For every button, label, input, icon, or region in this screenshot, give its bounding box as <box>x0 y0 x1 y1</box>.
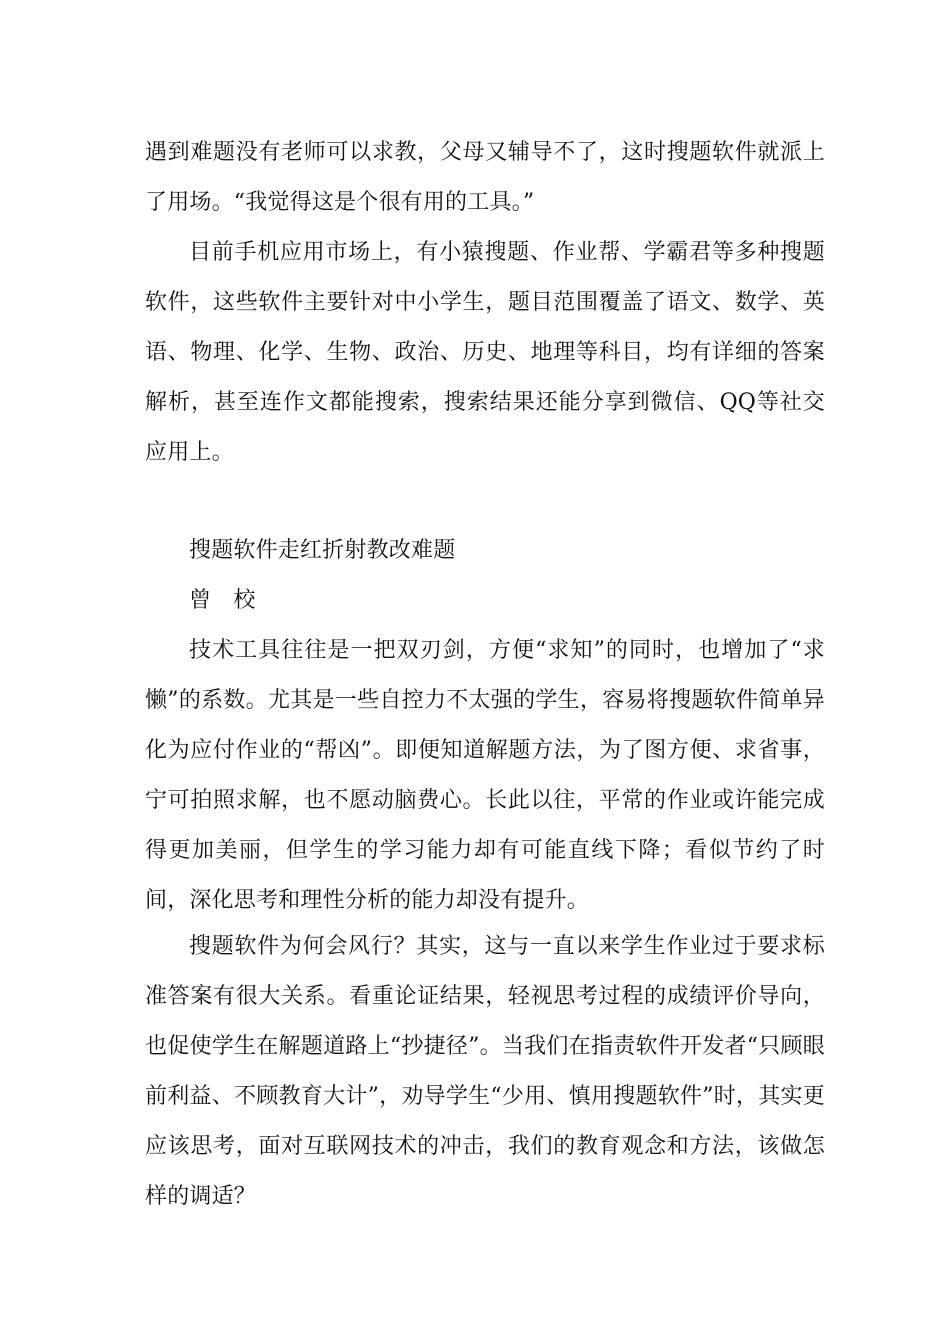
author-byline: 曾 校 <box>189 588 256 613</box>
paragraph-search-apps: 目前手机应用市场上，有小猿搜题、作业帮、学霸君等多种搜题软件，这些软件主要针对中小学生，题目范围覆盖了语文、数学、英语、物理、化学、生物、政治、历史、地理等科目，均有详细的答案解析，甚至连作文都能搜索，搜索结果还能分享到微信、QQ等社交应用上。 <box>145 240 825 465</box>
section-heading: 搜题软件走红折射教改难题 <box>189 538 456 563</box>
paragraph-double-edged-sword: 技术工具往往是一把双刃剑，方便“求知”的同时，也增加了“求懒”的系数。尤其是一些自控力不太强的学生，容易将搜题软件简单异化为应付作业的“帮凶”。即便知道解题方法，为了图方便、求省事，宁可拍照求解，也不愿动脑费心。长此以往，平常的作业或许能完成得更加美丽，但学生的学习能力却有可能直线下降；看似节约了时间，深化思考和理性分析的能力却没有提升。 <box>145 638 825 913</box>
paragraph-why-popular: 搜题软件为何会风行？其实，这与一直以来学生作业过于要求标准答案有很大关系。看重论证结果，轻视思考过程的成绩评价导向，也促使学生在解题道路上“抄捷径”。当我们在指责软件开发者“只顾眼前利益、不顾教育大计”，劝导学生“少用、慎用搜题软件”时，其实更应该思考，面对互联网技术的冲击，我们的教育观念和方法，该做怎样的调适？ <box>145 934 825 1209</box>
paragraph-continuation: 遇到难题没有老师可以求教，父母又辅导不了，这时搜题软件就派上了用场。“我觉得这是个很有用的工具。” <box>145 140 825 215</box>
